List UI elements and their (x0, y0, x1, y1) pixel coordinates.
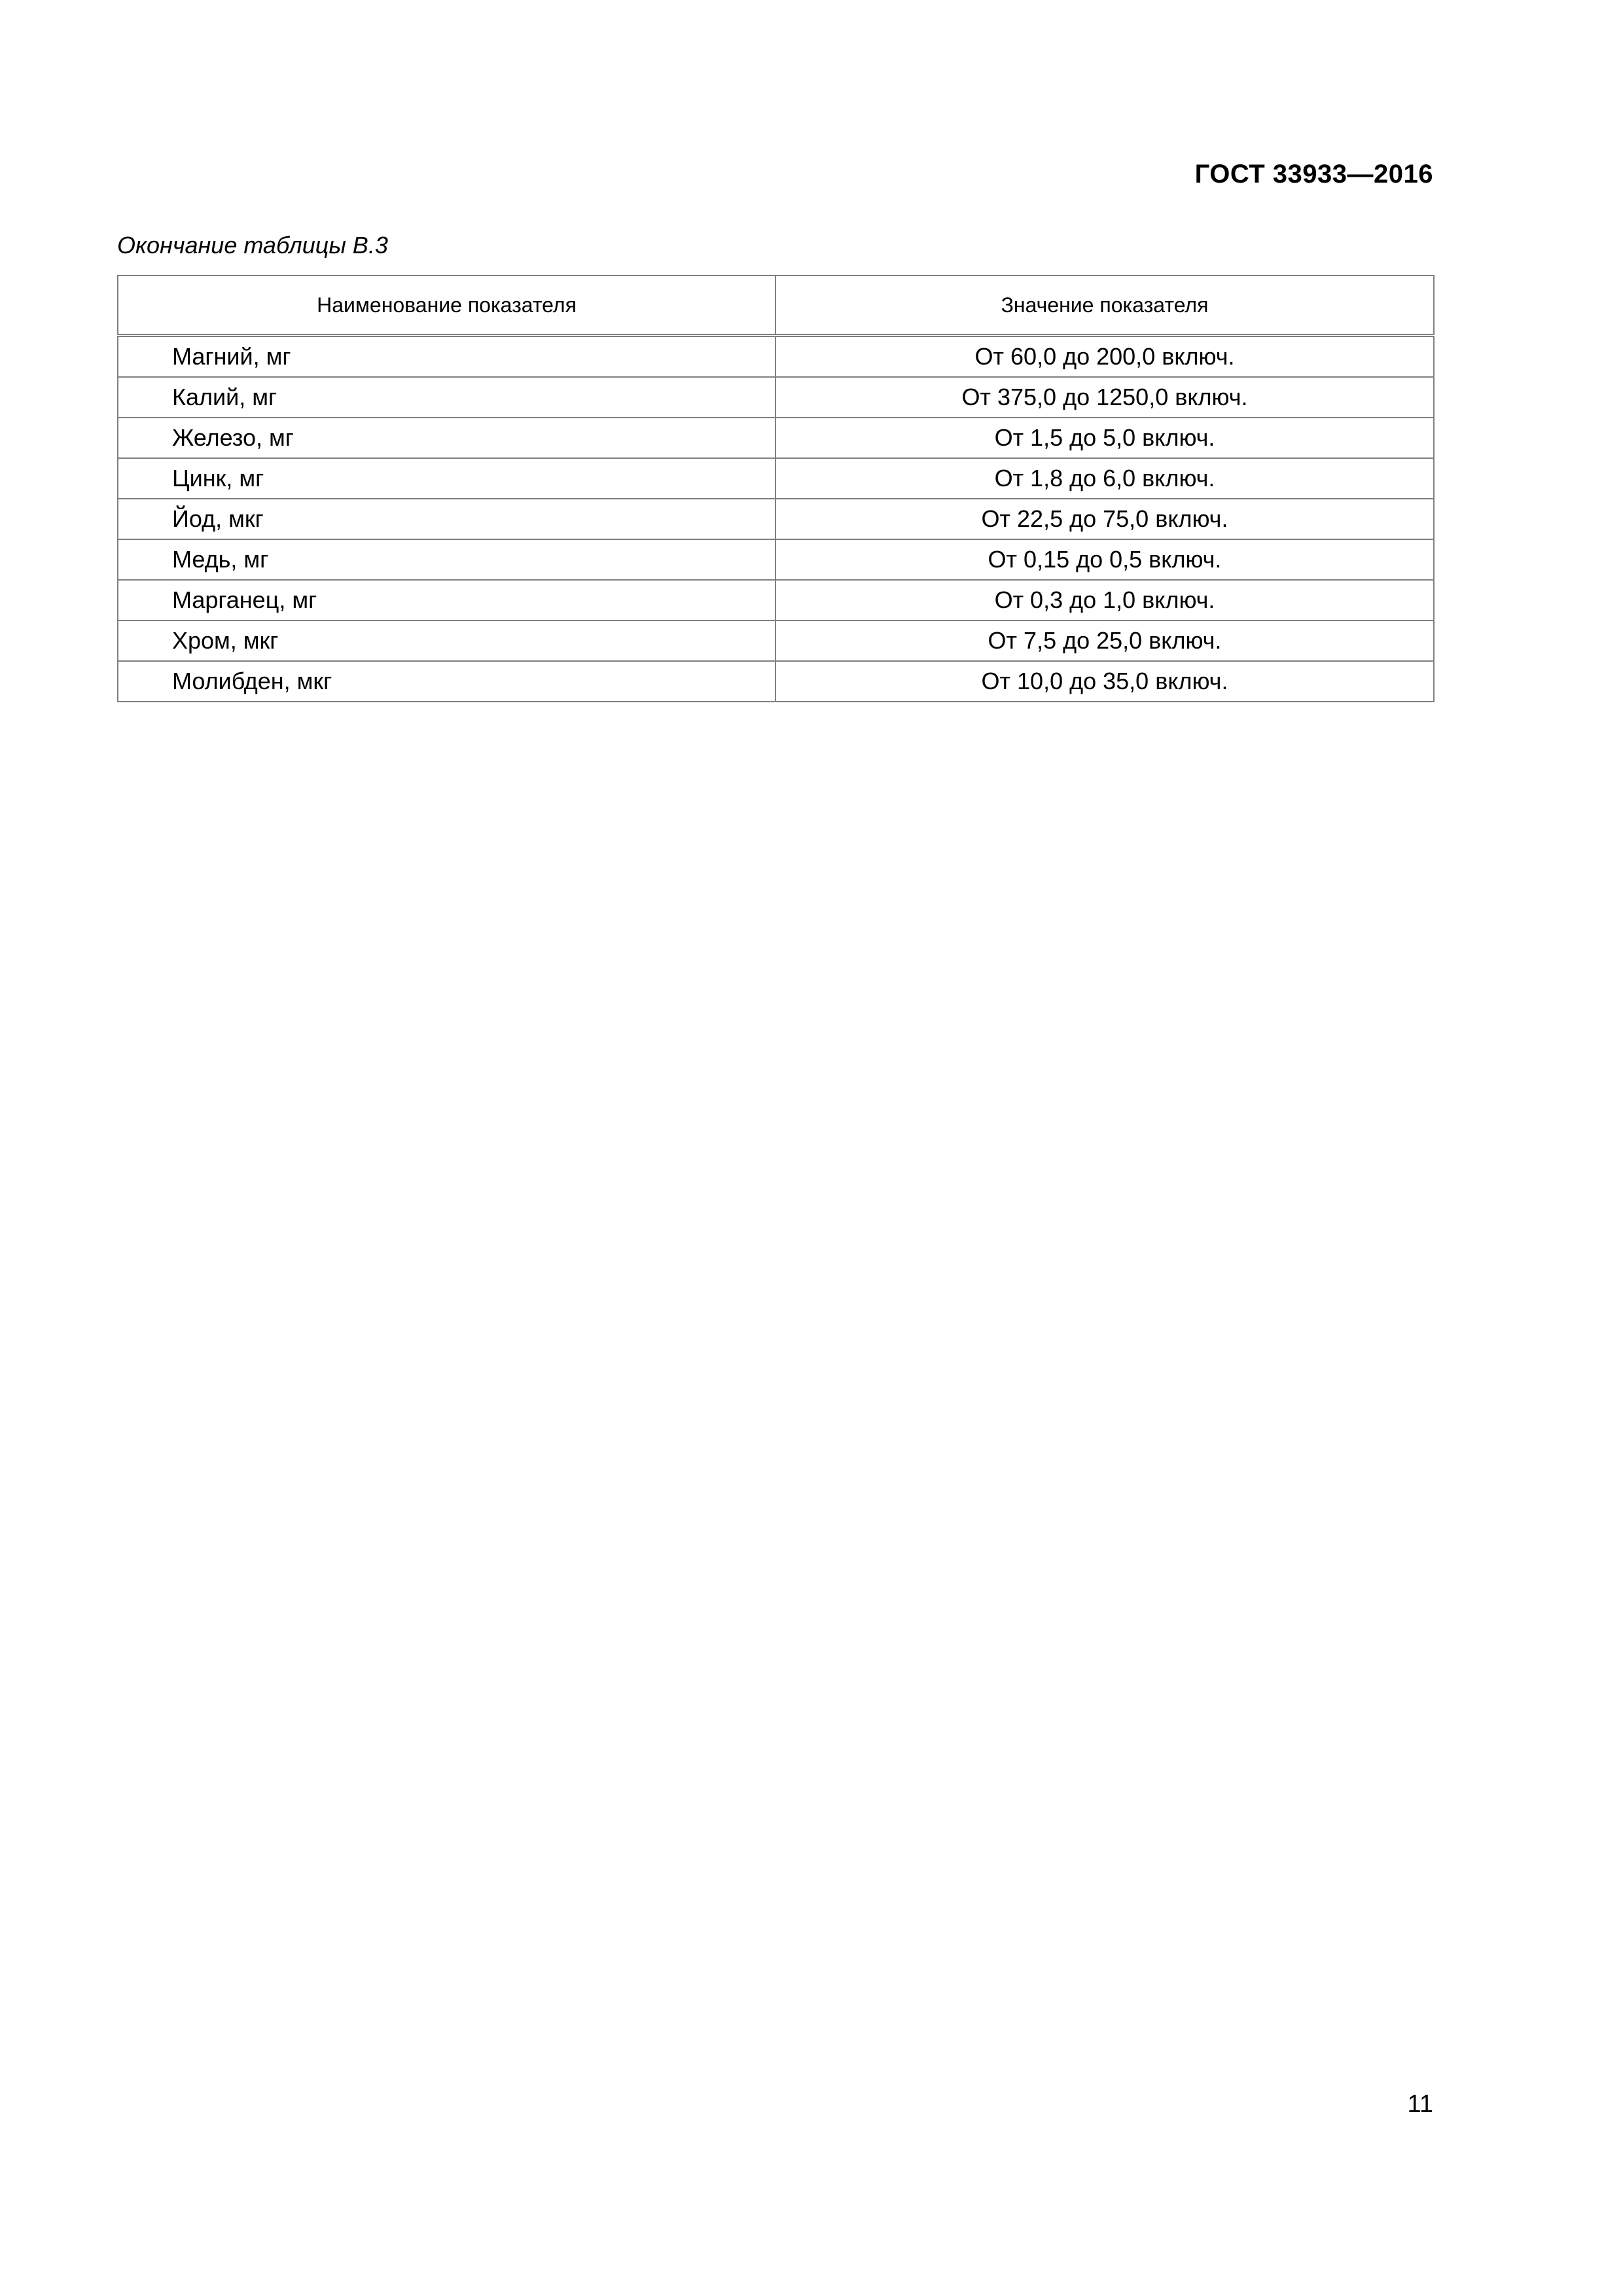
indicator-value: От 7,5 до 25,0 включ. (776, 620, 1434, 661)
indicator-name: Магний, мг (118, 336, 776, 378)
table-row (118, 418, 1434, 458)
indicator-value: От 22,5 до 75,0 включ. (776, 499, 1434, 539)
indicator-value: От 1,5 до 5,0 включ. (776, 418, 1434, 458)
indicator-name: Марганец, мг (118, 580, 776, 620)
page-number: 11 (1407, 2090, 1433, 2118)
indicator-name: Цинк, мг (118, 458, 776, 499)
table-row (118, 661, 1434, 702)
indicator-value: От 0,3 до 1,0 включ. (776, 580, 1434, 620)
indicator-name: Молибден, мкг (118, 661, 776, 702)
table-row (118, 620, 1434, 661)
indicator-name: Железо, мг (118, 418, 776, 458)
table-row (118, 499, 1434, 539)
indicator-value: От 0,15 до 0,5 включ. (776, 539, 1434, 580)
table-row (118, 458, 1434, 499)
document-code: ГОСТ 33933—2016 (1194, 160, 1433, 188)
table-caption: Окончание таблицы В.3 (117, 232, 388, 259)
indicator-value: От 10,0 до 35,0 включ. (776, 661, 1434, 702)
column-header-indicator-name: Наименование показателя (118, 276, 776, 336)
table-row (118, 580, 1434, 620)
indicator-name: Хром, мкг (118, 620, 776, 661)
table-row (118, 377, 1434, 418)
indicator-name: Калий, мг (118, 377, 776, 418)
table-header-row (118, 276, 1434, 336)
indicator-value: От 60,0 до 200,0 включ. (776, 336, 1434, 378)
indicator-value: От 375,0 до 1250,0 включ. (776, 377, 1434, 418)
indicator-name: Медь, мг (118, 539, 776, 580)
table-row (118, 336, 1434, 378)
indicator-value: От 1,8 до 6,0 включ. (776, 458, 1434, 499)
table-row (118, 539, 1434, 580)
indicators-table (117, 275, 1435, 702)
indicator-name: Йод, мкг (118, 499, 776, 539)
column-header-indicator-value: Значение показателя (776, 276, 1434, 336)
